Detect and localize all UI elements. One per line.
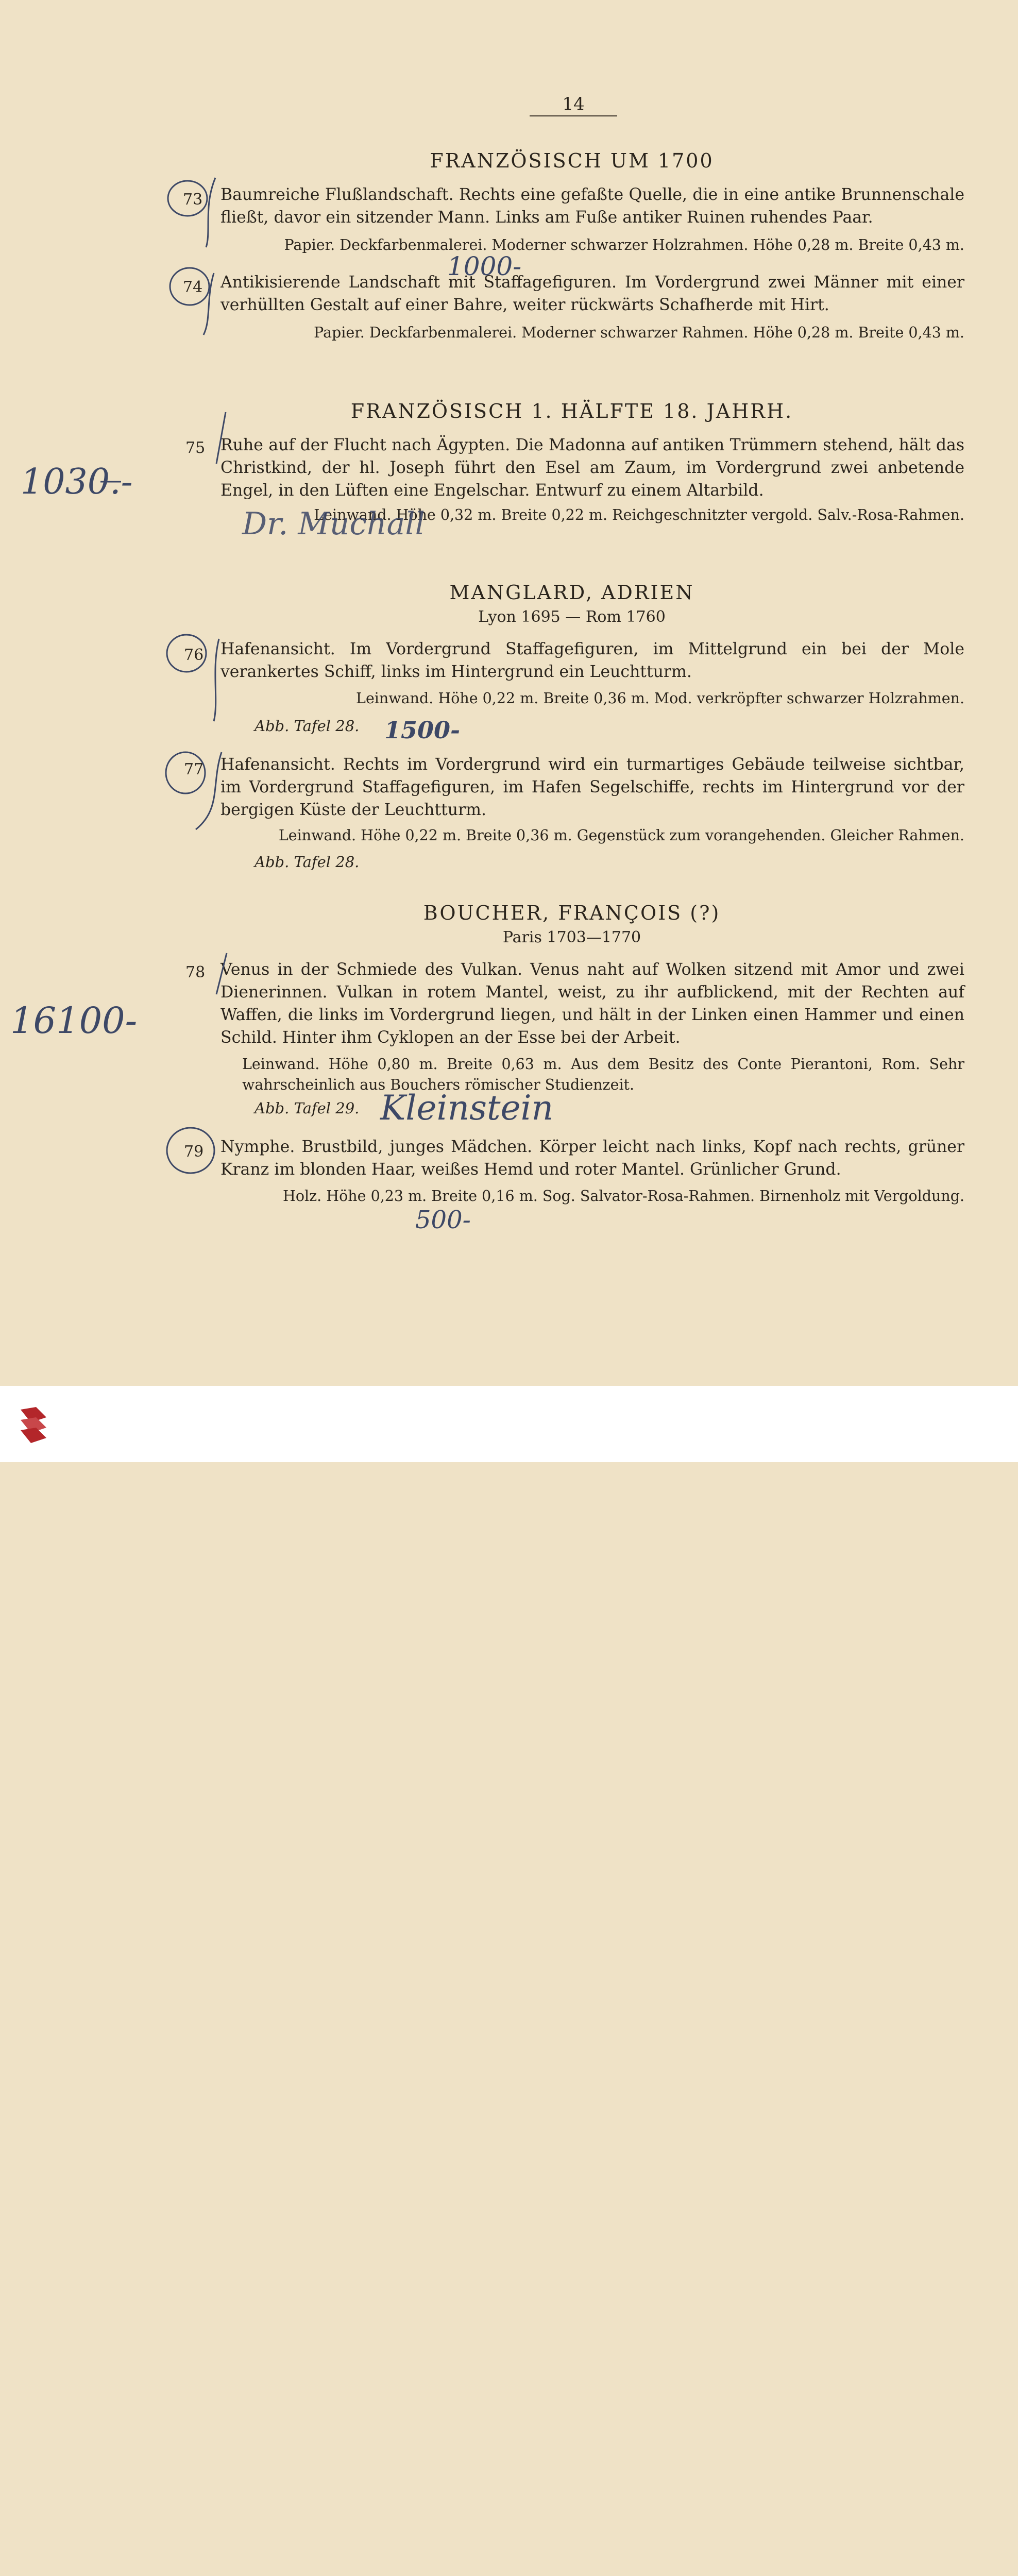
handwritten-price: 1000- (447, 251, 522, 281)
entry-number: 73 (183, 191, 203, 209)
entry-text: Venus in der Schmiede des Vulkan. Venus naht auf Wolken sitzend mit Amor und zwei Dienerinnen. Vulkan in rotem Mantel, weist, zu ihr aufblickend, mit der Rechten auf Waffen, die links im Vordergrund liegen, und hält in der Linken einen Hammer und einen Schild. Hinter ihm Cyklopen an der Esse bei der Arbeit. (220, 960, 964, 1047)
circle-mark-74 (170, 268, 209, 305)
section-subheading: Lyon 1695 — Rom 1760 (478, 608, 666, 626)
section-heading: FRANZÖSISCH 1. HÄLFTE 18. JAHRH. (350, 400, 793, 422)
bracket-mark-73 (206, 178, 215, 247)
entry-text: Antikisierende Landschaft mit Staffagefiguren. Im Vordergrund zwei Männer mit einer verhüllten Gestalt auf einer Bahre, weiter rückwärts Schafherde mit Hirt. (220, 273, 964, 314)
section-heading: MANGLARD, ADRIEN (449, 581, 694, 604)
handwritten-buyer: Dr. Muchall (242, 506, 425, 542)
section-subheading: Paris 1703—1770 (502, 928, 641, 946)
handwritten-price: 16100- (10, 999, 138, 1042)
entry-text: Nymphe. Brustbild, junges Mädchen. Körper leicht nach links, Kopf nach rechts, grüner Kranz im blonden Haar, weißes Hemd und roter Mantel. Grünlicher Grund. (220, 1138, 964, 1179)
circle-mark-76 (167, 635, 206, 672)
plate-reference: Abb. Tafel 29. (254, 1099, 360, 1117)
entry-details: Leinwand. Höhe 0,22 m. Breite 0,36 m. Mod. verkröpfter schwarzer Holzrahmen. (356, 690, 964, 707)
entry-number: 74 (183, 278, 203, 296)
entry-number: 76 (184, 646, 204, 664)
bracket-mark-77 (196, 752, 222, 829)
entry-text: Hafenansicht. Rechts im Vordergrund wird ein turmartiges Gebäude teilweise sichtbar, im Vordergrund Staffagefiguren, im Hafen Segelschiffe, rechts im Hintergrund vor der bergigen Küste der Leuchtturm. (220, 755, 964, 819)
circle-mark-73 (168, 181, 207, 216)
plate-reference: Abb. Tafel 28. (254, 853, 360, 871)
university-library-logo-icon (15, 1404, 52, 1446)
entry-number: 79 (184, 1143, 204, 1161)
circle-mark-77 (166, 752, 205, 793)
entry-number: 77 (184, 760, 204, 778)
entry-details: Holz. Höhe 0,23 m. Breite 0,16 m. Sog. Salvator-Rosa-Rahmen. Birnenholz mit Vergoldung. (283, 1188, 964, 1205)
circle-mark-79 (167, 1128, 214, 1173)
entry-text: Ruhe auf der Flucht nach Ägypten. Die Madonna auf antiken Trümmern stehend, hält das Christkind, der hl. Joseph führt den Esel am Zaum, im Vordergrund zwei anbetende Engel, in den Lüften eine Engelschar. Entwurf zu einem Altarbild. (220, 436, 964, 500)
handwritten-price: 500- (415, 1206, 471, 1234)
handwritten-buyer: Kleinstein (380, 1088, 554, 1128)
tick-mark-75 (216, 412, 226, 464)
entry-details: Papier. Deckfarbenmalerei. Moderner schwarzer Rahmen. Höhe 0,28 m. Breite 0,43 m. (314, 324, 964, 341)
entry-text: Hafenansicht. Im Vordergrund Staffagefiguren, im Mittelgrund ein bei der Mole verankertes Schiff, links im Hintergrund ein Leuchtturm. (220, 640, 964, 681)
entry-details: Leinwand. Höhe 0,80 m. Breite 0,63 m. Aus dem Besitz des Conte Pierantoni, Rom. Sehr wahrscheinlich aus Bouchers römischer Studienzeit. (242, 1056, 964, 1093)
section-heading: BOUCHER, FRANÇOIS (?) (423, 902, 721, 924)
section-heading: FRANZÖSISCH UM 1700 (430, 149, 714, 172)
entry-number: 75 (185, 439, 206, 457)
tick-mark-78 (216, 953, 227, 994)
handwritten-price: 1030.- (21, 462, 133, 502)
footer-bar (0, 1386, 1018, 1462)
entry-details: Papier. Deckfarbenmalerei. Moderner schwarzer Holzrahmen. Höhe 0,28 m. Breite 0,43 m. (284, 236, 964, 253)
entry-text: Baumreiche Flußlandschaft. Rechts eine gefaßte Quelle, die in eine antike Brunnenschale fließt, davor ein sitzender Mann. Links am Fuße antiker Ruinen ruhendes Paar. (220, 185, 964, 227)
bracket-mark-76 (214, 639, 219, 721)
entry-details: Leinwand. Höhe 0,32 m. Breite 0,22 m. Reichgeschnitzter vergold. Salv.-Rosa-Rahmen. (314, 506, 964, 523)
entry-details: Leinwand. Höhe 0,22 m. Breite 0,36 m. Gegenstück zum vorangehenden. Gleicher Rahmen. (278, 827, 964, 844)
entry-number: 78 (185, 963, 206, 981)
handwritten-price: 1500- (384, 716, 461, 744)
page-number: 14 (562, 94, 585, 114)
plate-reference: Abb. Tafel 28. (254, 717, 360, 735)
